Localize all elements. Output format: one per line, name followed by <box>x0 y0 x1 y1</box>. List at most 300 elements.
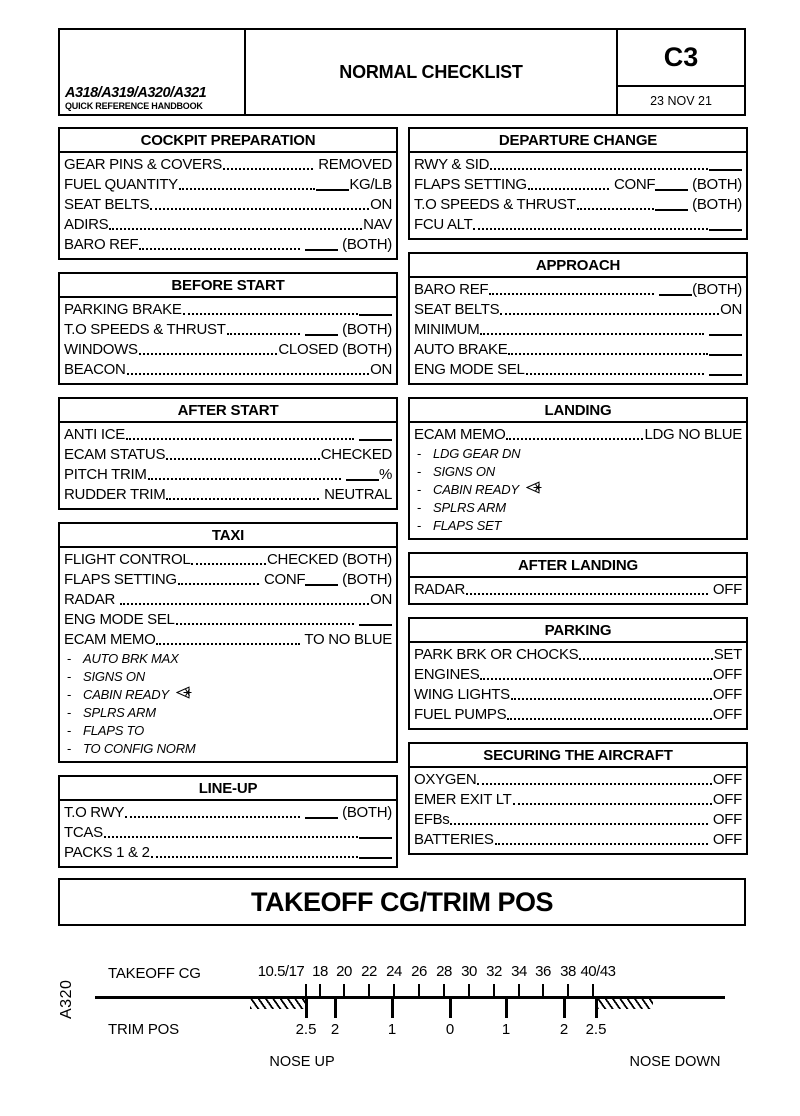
scale-limit-hatch <box>597 999 653 1009</box>
item-label: RADAR <box>64 591 119 608</box>
dot-leader <box>166 498 319 500</box>
checklist-item <box>64 549 392 569</box>
subitem-dash: - <box>67 686 72 702</box>
checklist-item <box>64 569 392 589</box>
checklist-column-left <box>58 127 398 880</box>
item-value: SET <box>713 646 742 663</box>
item-label: FCU ALT <box>414 216 473 233</box>
dot-leader <box>178 583 259 585</box>
dot-leader <box>500 313 719 315</box>
section-title: SECURING THE AIRCRAFT <box>410 744 746 768</box>
trim-value-label: 0 <box>445 1021 455 1038</box>
item-value <box>359 823 392 842</box>
fill-in-blank <box>659 294 692 296</box>
item-label: RWY & SID <box>414 156 490 173</box>
cg-value-label: 22 <box>361 963 377 980</box>
checklist-item <box>64 802 392 822</box>
section-items <box>60 153 396 258</box>
item-value: ON <box>370 361 392 378</box>
section-title: BEFORE START <box>60 274 396 298</box>
section-title: DEPARTURE CHANGE <box>410 129 746 153</box>
section-items <box>410 278 746 383</box>
section-title: AFTER START <box>60 399 396 423</box>
fill-in-blank <box>655 189 688 191</box>
dot-leader <box>166 458 320 460</box>
cg-tick-mark <box>393 984 395 998</box>
subitem-dash: - <box>417 463 422 479</box>
section-items <box>60 423 396 508</box>
checklist-item <box>64 194 392 214</box>
fill-in-blank <box>316 189 349 191</box>
item-value <box>705 320 742 339</box>
cg-tick-mark <box>319 984 321 998</box>
item-value: CONF (BOTH) <box>610 176 742 193</box>
section-title: APPROACH <box>410 254 746 278</box>
subitem-label: TO CONFIG NORM <box>83 740 196 756</box>
item-value <box>709 340 742 359</box>
subitem-dash: - <box>67 722 72 738</box>
dot-leader <box>490 168 708 170</box>
trim-value-label: 2 <box>559 1021 569 1038</box>
dot-leader <box>191 563 266 565</box>
checklist-item <box>64 842 392 862</box>
item-value <box>359 300 392 319</box>
item-value: (BOTH) <box>301 320 392 339</box>
cg-tick-mark <box>542 984 544 998</box>
item-label: TCAS <box>64 824 103 841</box>
fill-in-blank <box>305 249 338 251</box>
section-items <box>410 768 746 853</box>
dot-leader <box>183 313 358 315</box>
fill-in-blank <box>305 584 338 586</box>
cg-value-label: 30 <box>461 963 477 980</box>
subitem-dash: - <box>67 740 72 756</box>
section-items <box>410 423 746 538</box>
fill-in-blank <box>709 374 742 376</box>
dot-leader <box>466 593 708 595</box>
checklist-subitem <box>64 649 392 667</box>
checklist-subitem <box>414 480 742 498</box>
section-title: TAXI <box>60 524 396 548</box>
dot-leader <box>579 658 712 660</box>
page-code: C3 <box>618 30 744 87</box>
subitem-label: SIGNS ON <box>83 668 145 684</box>
fill-in-blank <box>709 229 742 231</box>
item-value: KG/LB <box>316 175 392 194</box>
checklist-subitem <box>64 721 392 739</box>
checklist-item <box>64 424 392 444</box>
item-label: ENG MODE SEL <box>414 361 525 378</box>
section-items <box>410 153 746 238</box>
item-value <box>355 425 392 444</box>
subitem-dash: - <box>417 481 422 497</box>
dot-leader <box>511 698 712 700</box>
checklist-item <box>414 194 742 214</box>
trim-tick-mark <box>505 999 508 1018</box>
item-value: REMOVED <box>314 156 392 173</box>
dot-leader <box>150 208 369 210</box>
item-value <box>709 155 742 174</box>
item-label: FLIGHT CONTROL <box>64 551 191 568</box>
trim-value-label: 2 <box>330 1021 340 1038</box>
dot-leader <box>526 373 705 375</box>
checklist-item <box>64 174 392 194</box>
item-value: NEUTRAL <box>320 486 392 503</box>
cg-tick-mark <box>418 984 420 998</box>
dot-leader <box>495 843 708 845</box>
item-label: FLAPS SETTING <box>414 176 527 193</box>
checklist-section <box>408 617 748 730</box>
subitem-label: CABIN READY <box>83 686 169 702</box>
checklist-item <box>414 769 742 789</box>
item-label: ECAM MEMO <box>64 631 156 648</box>
checklist-section <box>408 127 748 240</box>
nose-up-label: NOSE UP <box>269 1054 335 1070</box>
nose-down-label: NOSE DOWN <box>629 1054 721 1070</box>
dot-leader <box>477 783 712 785</box>
cg-tick-mark <box>368 984 370 998</box>
dot-leader <box>127 373 370 375</box>
cg-value-label: 38 <box>560 963 576 980</box>
item-label: BARO REF <box>64 236 139 253</box>
trim-value-label: 1 <box>501 1021 511 1038</box>
item-value: OFF <box>712 666 742 683</box>
scale-limit-hatch <box>250 999 306 1009</box>
document-header <box>58 28 746 116</box>
checklist-item <box>414 424 742 444</box>
cg-value-label: 10.5/17 <box>257 963 305 980</box>
cg-value-label: 34 <box>511 963 527 980</box>
cg-value-label: 24 <box>386 963 402 980</box>
checklist-item <box>414 829 742 849</box>
checklist-section <box>58 397 398 510</box>
section-title: COCKPIT PREPARATION <box>60 129 396 153</box>
section-title: LANDING <box>410 399 746 423</box>
item-label: ADIRS <box>64 216 109 233</box>
subitem-dash: - <box>417 499 422 515</box>
cg-tick-mark <box>305 984 307 998</box>
cg-tick-mark <box>592 984 594 998</box>
item-label: BARO REF <box>414 281 489 298</box>
dot-leader <box>139 353 278 355</box>
item-value: (BOTH) <box>301 235 392 254</box>
item-value: CHECKED <box>320 446 392 463</box>
header-aircraft-cell <box>60 30 246 114</box>
item-value: ON <box>720 301 742 318</box>
dot-leader <box>104 836 358 838</box>
fill-in-blank <box>709 354 742 356</box>
item-label: AUTO BRAKE <box>414 341 508 358</box>
trim-pos-row-label: TRIM POS <box>108 1021 179 1038</box>
item-value: OFF <box>709 831 742 848</box>
dot-leader <box>480 333 704 335</box>
checklist-item <box>414 279 742 299</box>
item-value: TO NO BLUE <box>300 631 392 648</box>
checklist-item <box>64 822 392 842</box>
cabin-call-icon <box>176 686 192 702</box>
trim-tick-mark <box>391 999 394 1018</box>
checklist-item <box>64 339 392 359</box>
item-value: OFF <box>709 811 742 828</box>
checklist-section <box>408 252 748 385</box>
cg-value-label: 40/43 <box>580 963 616 980</box>
cg-tick-mark <box>468 984 470 998</box>
checklist-section <box>58 775 398 868</box>
item-label: EFBs <box>414 811 450 828</box>
dot-leader <box>179 188 315 190</box>
checklist-column-right <box>408 127 748 867</box>
cg-value-label: 32 <box>486 963 502 980</box>
subitem-label: SPLRS ARM <box>433 499 506 515</box>
fill-in-blank <box>709 334 742 336</box>
item-label: ENG MODE SEL <box>64 611 175 628</box>
checklist-item <box>64 589 392 609</box>
dot-leader <box>151 856 358 858</box>
checklist-item <box>414 339 742 359</box>
subitem-dash: - <box>67 650 72 666</box>
checklist-item <box>414 579 742 599</box>
subitem-dash: - <box>417 517 422 533</box>
subitem-label: SPLRS ARM <box>83 704 156 720</box>
fill-in-blank <box>305 334 338 336</box>
section-title: LINE-UP <box>60 777 396 801</box>
fill-in-blank <box>359 857 392 859</box>
checklist-section <box>408 552 748 605</box>
section-items <box>410 643 746 728</box>
dot-leader <box>109 228 362 230</box>
fill-in-blank <box>359 624 392 626</box>
item-value: OFF <box>712 771 742 788</box>
cg-value-label: 18 <box>312 963 328 980</box>
item-label: MINIMUM <box>414 321 480 338</box>
checklist-item <box>64 444 392 464</box>
dot-leader <box>223 168 313 170</box>
dot-leader <box>120 603 369 605</box>
cg-tick-mark <box>493 984 495 998</box>
checklist-section <box>58 272 398 385</box>
item-label: OXYGEN <box>414 771 477 788</box>
takeoff-cg-row-label: TAKEOFF CG <box>108 965 201 982</box>
handbook-subtitle: QUICK REFERENCE HANDBOOK <box>65 101 203 111</box>
item-value <box>709 215 742 234</box>
fill-in-blank <box>359 837 392 839</box>
dot-leader <box>126 438 354 440</box>
checklist-item <box>414 704 742 724</box>
item-label: PITCH TRIM <box>64 466 147 483</box>
checklist-subitem <box>414 462 742 480</box>
dot-leader <box>480 678 711 680</box>
cg-value-label: 28 <box>436 963 452 980</box>
trim-tick-mark <box>563 999 566 1018</box>
item-value <box>359 843 392 862</box>
cg-value-label: 26 <box>411 963 427 980</box>
checklist-item <box>64 214 392 234</box>
cg-value-label: 36 <box>535 963 551 980</box>
subitem-label: CABIN READY <box>433 481 519 497</box>
item-label: PARKING BRAKE <box>64 301 182 318</box>
checklist-item <box>64 609 392 629</box>
item-value: CONF (BOTH) <box>260 571 392 588</box>
diagram-aircraft-label: A320 <box>58 979 75 1019</box>
cg-tick-mark <box>443 984 445 998</box>
item-label: WING LIGHTS <box>414 686 510 703</box>
item-value: OFF <box>712 686 742 703</box>
fill-in-blank <box>709 169 742 171</box>
subitem-dash: - <box>67 704 72 720</box>
checklist-section <box>58 127 398 260</box>
checklist-subitem <box>64 667 392 685</box>
fill-in-blank <box>359 439 392 441</box>
header-code-cell <box>618 30 744 114</box>
checklist-item <box>64 299 392 319</box>
item-value <box>355 610 392 629</box>
dot-leader <box>489 293 654 295</box>
item-value: OFF <box>712 706 742 723</box>
checklist-item <box>414 299 742 319</box>
trim-value-label: 2.5 <box>585 1021 607 1038</box>
item-label: ECAM MEMO <box>414 426 506 443</box>
trim-value-label: 2.5 <box>295 1021 317 1038</box>
checklist-item <box>414 809 742 829</box>
item-label: T.O SPEEDS & THRUST <box>414 196 576 213</box>
item-value: OFF <box>709 581 742 598</box>
item-value: (BOTH) <box>655 195 742 214</box>
page-title: NORMAL CHECKLIST <box>339 61 523 82</box>
revision-date: 23 NOV 21 <box>650 93 712 108</box>
item-value: LDG NO BLUE <box>644 426 742 443</box>
checklist-item <box>414 644 742 664</box>
item-label: FUEL QUANTITY <box>64 176 178 193</box>
section-items <box>60 298 396 383</box>
checklist-item <box>64 629 392 649</box>
item-value: (BOTH) <box>301 803 392 822</box>
trim-tick-mark <box>334 999 337 1018</box>
item-label: EMER EXIT LT <box>414 791 512 808</box>
dot-leader <box>176 623 355 625</box>
dot-leader <box>577 208 655 210</box>
checklist-item <box>414 684 742 704</box>
subitem-label: FLAPS TO <box>83 722 145 738</box>
cg-tick-mark <box>567 984 569 998</box>
dot-leader <box>513 803 712 805</box>
checklist-item <box>64 319 392 339</box>
fill-in-blank <box>305 817 338 819</box>
item-value: % <box>342 465 392 484</box>
item-value: NAV <box>363 216 392 233</box>
checklist-subitem <box>64 703 392 721</box>
section-items <box>60 801 396 866</box>
checklist-item <box>414 319 742 339</box>
item-value: CLOSED (BOTH) <box>278 341 392 358</box>
item-value: ON <box>370 591 392 608</box>
subitem-label: LDG GEAR DN <box>433 445 521 461</box>
dot-leader <box>506 438 643 440</box>
cg-trim-banner: TAKEOFF CG/TRIM POS <box>58 878 746 926</box>
section-title: PARKING <box>410 619 746 643</box>
item-label: ECAM STATUS <box>64 446 166 463</box>
item-label: FUEL PUMPS <box>414 706 507 723</box>
checklist-item <box>414 359 742 379</box>
trim-value-label: 1 <box>387 1021 397 1038</box>
checklist-subitem <box>414 444 742 462</box>
item-label: BEACON <box>64 361 126 378</box>
aircraft-models: A318/A319/A320/A321 <box>65 85 207 101</box>
item-label: BATTERIES <box>414 831 494 848</box>
fill-in-blank <box>359 314 392 316</box>
checklist-section <box>58 522 398 763</box>
item-label: FLAPS SETTING <box>64 571 177 588</box>
item-label: PACKS 1 & 2 <box>64 844 150 861</box>
dot-leader <box>125 816 300 818</box>
item-value: (BOTH) <box>655 280 742 299</box>
checklist-item <box>64 359 392 379</box>
checklist-item <box>414 214 742 234</box>
item-label: T.O SPEEDS & THRUST <box>64 321 226 338</box>
item-value <box>705 360 742 379</box>
cg-tick-mark <box>343 984 345 998</box>
dot-leader <box>528 188 609 190</box>
cg-value-label: 20 <box>336 963 352 980</box>
cg-tick-mark <box>518 984 520 998</box>
dot-leader <box>473 228 708 230</box>
subitem-dash: - <box>67 668 72 684</box>
item-label: SEAT BELTS <box>414 301 500 318</box>
checklist-subitem <box>414 516 742 534</box>
dot-leader <box>227 333 301 335</box>
section-items <box>410 578 746 603</box>
subitem-label: AUTO BRK MAX <box>83 650 179 666</box>
trim-tick-mark <box>449 999 452 1018</box>
item-label: T.O RWY <box>64 804 125 821</box>
item-value: ON <box>370 196 392 213</box>
checklist-item <box>414 154 742 174</box>
checklist-item <box>64 484 392 504</box>
fill-in-blank <box>655 209 688 211</box>
subitem-label: FLAPS SET <box>433 517 502 533</box>
item-value: OFF <box>712 791 742 808</box>
item-label: GEAR PINS & COVERS <box>64 156 222 173</box>
checklist-item <box>414 789 742 809</box>
dot-leader <box>508 353 708 355</box>
checklist-item <box>64 464 392 484</box>
dot-leader <box>507 718 712 720</box>
header-title-cell <box>246 30 618 114</box>
item-label: RADAR <box>414 581 466 598</box>
checklist-item <box>414 664 742 684</box>
item-value: CHECKED (BOTH) <box>267 551 392 568</box>
checklist-subitem <box>64 685 392 703</box>
dot-leader <box>450 823 708 825</box>
cabin-call-icon <box>526 481 542 497</box>
section-items <box>60 548 396 761</box>
item-label: WINDOWS <box>64 341 138 358</box>
checklist-section <box>408 397 748 540</box>
subitem-label: SIGNS ON <box>433 463 495 479</box>
checklist-item <box>414 174 742 194</box>
checklist-subitem <box>414 498 742 516</box>
item-label: ANTI ICE <box>64 426 125 443</box>
item-label: RUDDER TRIM <box>64 486 166 503</box>
item-label: ENGINES <box>414 666 480 683</box>
checklist-subitem <box>64 739 392 757</box>
dot-leader <box>148 478 342 480</box>
item-label: SEAT BELTS <box>64 196 150 213</box>
section-title: AFTER LANDING <box>410 554 746 578</box>
item-label: PARK BRK OR CHOCKS <box>414 646 579 663</box>
dot-leader <box>156 643 299 645</box>
checklist-item <box>64 154 392 174</box>
dot-leader <box>139 248 300 250</box>
